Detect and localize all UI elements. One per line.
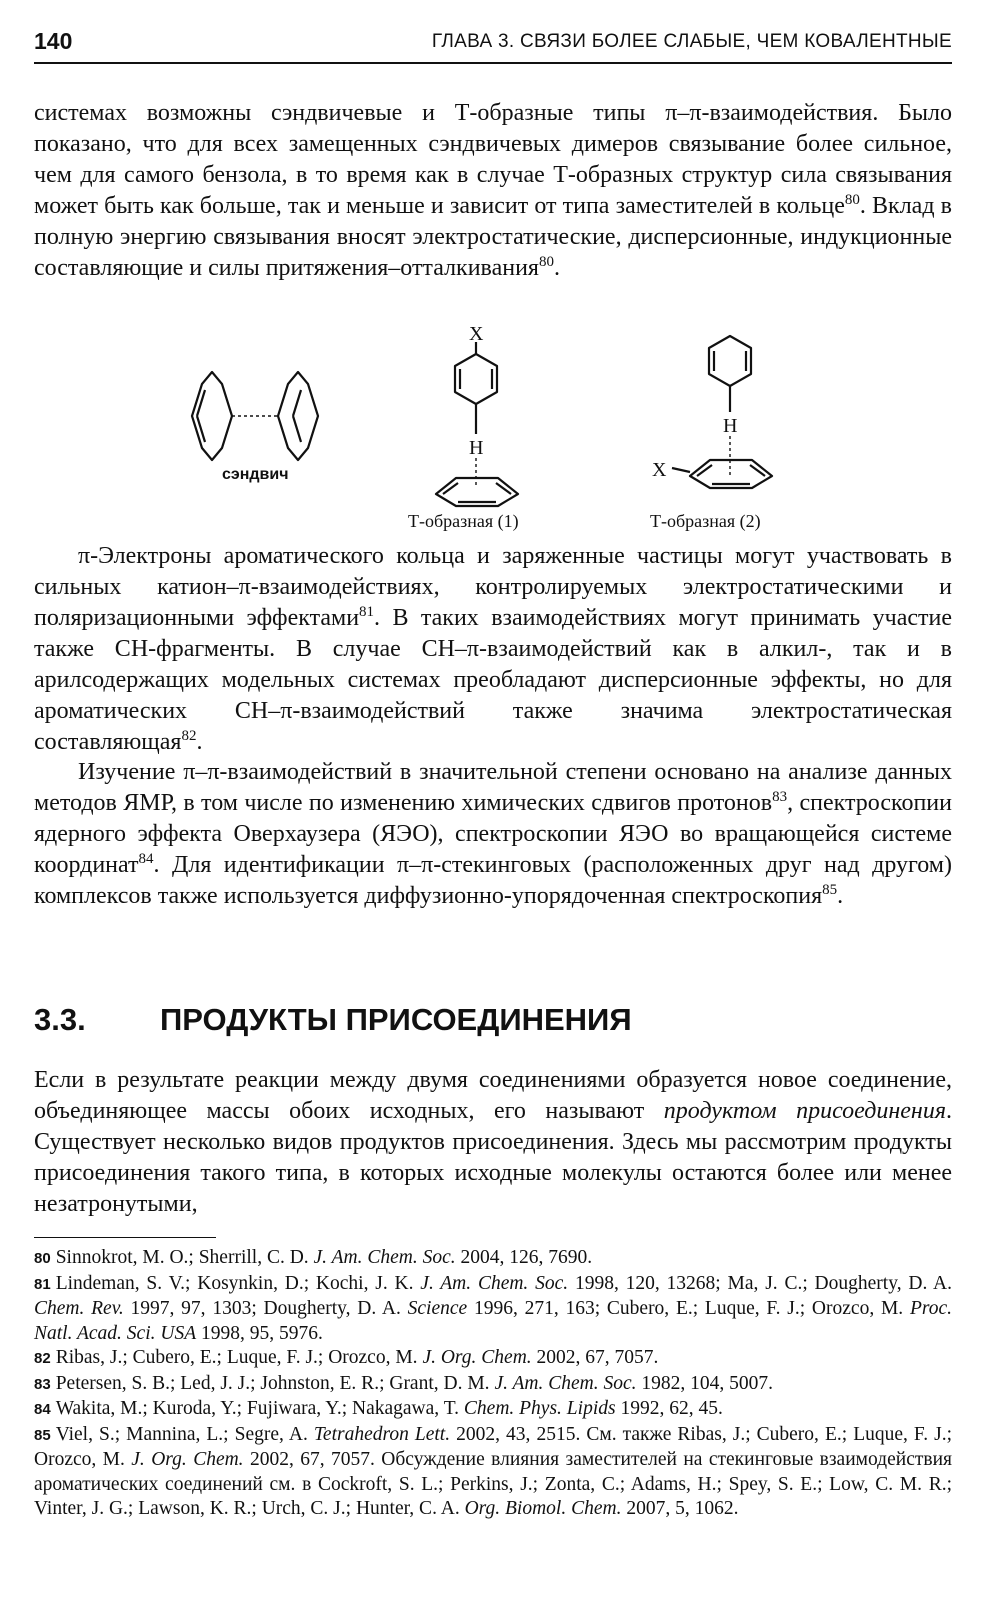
footnotes [34,1246,952,1522]
pi-stacking-figure [0,316,1006,538]
footnote-83: 83 Petersen, S. B.; Led, J. J.; Johnston, E. R.; Grant, D. M. J. Am. Chem. Soc. 1982, 104, 5007. [34,1372,774,1394]
paragraph-3: Изучение π–π-взаимодействий в значительной степени основано на анализе данных методов ЯМР, в том числе по изменению химических сдвигов протонов$^{83}$, спектроскопии ядерного эффекта Оверхаузера (ЯЭО), спектроскопии ЯЭО во вращающейся системе координат$^{84}$. Для идентификации π–π-стекинговых (расположенных друг над другом) комплексов также используется диффузионно-упорядоченная спектроскопия$^{85}$. [34,759,952,909]
footnote-84: 84 Wakita, M.; Kuroda, Y.; Fujiwara, Y.; Nakagawa, T. Chem. Phys. Lipids 1992, 62, 45. [34,1398,723,1419]
paragraph-2: π-Электроны ароматического кольца и заряженные частицы могут участвовать в сильных катион–π-взаимодействиях, контролируемых электростатическими и поляризационными эффектами$^{81}$. В таких взаимодействиях могут принимать участие также CH-фрагменты. В случае CH–π-взаимодействий как в алкил-, так и в арилсодержащих модельных системах преобладают дисперсионные эффекты, но для ароматических CH–π-взаимодействий также значима электростатическая составляющая$^{82}$. [34,543,952,755]
sandwich-label: сэндвич [222,466,289,483]
ref-82: 82 [181,728,197,744]
footnote-80: 80 Sinnokrot, M. O.; Sherrill, C. D. J. Am. Chem. Soc. 2004, 126, 7690. [34,1247,593,1268]
t1-phenyl-ring [455,342,497,434]
footnote-81: 81 Lindeman, S. V.; Kosynkin, D.; Kochi, J. K. J. Am. Chem. Soc. 1998, 120, 13268; Ma, J. C.; Dougherty, D. A. Chem. Rev. 1997, 97, 1303; Dougherty, D. A. Science 1996, 271, 163; Cubero, E.; Luque, F. J.; Orozco, M. Proc. Natl. Acad. Sci. USA 1998, 95, 5976. [34,1272,953,1344]
header-rule [34,62,952,64]
page-number: 140 [34,28,73,54]
section-heading [34,1002,952,1046]
footnote-82: 82 Ribas, J.; Cubero, E.; Luque, F. J.; Orozco, M. J. Org. Chem. 2002, 67, 7057. [34,1347,659,1368]
t2-atom-h: H [723,415,738,437]
t2-bottom-ring [672,460,772,488]
ref-83: 83 [772,789,788,805]
sandwich-right-ring [278,372,318,460]
section-number: 3.3. [34,1002,86,1037]
ref-80: 80 [844,192,860,208]
footnote-rule [34,1237,216,1238]
ref-84: 84 [138,851,154,867]
paragraph-1: системах возможны сэндвичевые и Т-образные типы π–π-взаимодействия. Было показано, что для всех замещенных сэндвичевых димеров связывание более сильное, чем для самого бензола, в то время как в случае Т-образных структур сила связывания может быть как больше, так и меньше и зависит от типа заместителей в кольце$^{80}$. Вклад в полную энергию связывания вносят электростатические, дисперсионные, индукционные составляющие и силы притяжения–отталкивания$^{80}$. [34,100,953,281]
sandwich-left-ring [192,372,232,460]
ref-80: 80 [538,254,554,270]
footnote-85: 85 Viel, S.; Mannina, L.; Segre, A. Tetrahedron Lett. 2002, 43, 2515. См. также Ribas, J.; Cubero, E.; Luque, F. J.; Orozco, M. J. Org. Chem. 2002, 67, 7057. Обсуждение влияния заместителей на стекинговые взаимодействия ароматических соединений см. в Cockroft, S. L.; Perkins, J.; Zonta, C.; Adams, H.; Spey, S. E.; Low, C. M. R.; Vinter, J. G.; Lawson, K. R.; Urch, C. J.; Hunter, C. A. Org. Biomol. Chem. 2007, 5, 1062. [34,1423,952,1519]
t1-atom-x: X [469,323,484,345]
t-shaped-1-label: Т-образная (1) [408,511,519,531]
t-shaped-2-label: Т-образная (2) [650,511,761,531]
structures-diagram [0,316,1006,538]
t2-phenyl-ring [709,336,751,412]
t1-atom-h: H [469,437,484,459]
running-header [34,26,952,60]
t2-atom-x: X [652,459,667,481]
ref-85: 85 [822,882,838,898]
ref-81: 81 [359,604,375,620]
chapter-title: ГЛАВА 3. СВЯЗИ БОЛЕЕ СЛАБЫЕ, ЧЕМ КОВАЛЕНТНЫЕ [431,31,952,52]
paragraph-4: Если в результате реакции между двумя соединениями образуется новое соединение, объединяющее массы обоих исходных, его называют продуктом присоединения. Существует несколько видов продуктов присоединения. Здесь мы рассмотрим продукты присоединения такого типа, в которых исходные молекулы остаются более или менее незатронутыми, [34,1067,952,1217]
section-title: ПРОДУКТЫ ПРИСОЕДИНЕНИЯ [160,1002,632,1037]
t1-bottom-ring [436,478,518,506]
italic-term: продуктом присоединения [663,1098,946,1124]
